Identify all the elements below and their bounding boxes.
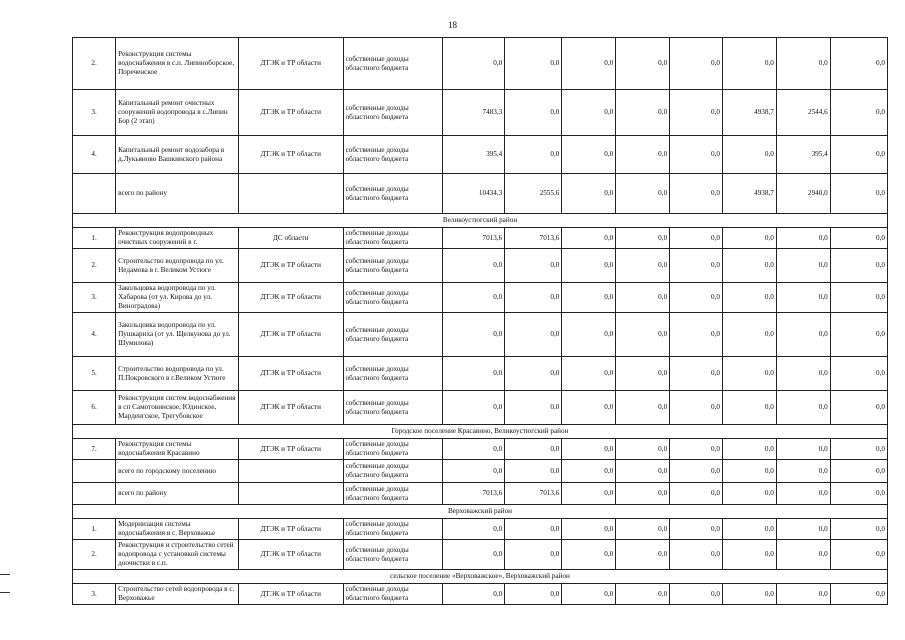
executor: ДТЭК и ТР области bbox=[239, 357, 344, 391]
amount-cell: 0,0 bbox=[776, 584, 830, 605]
row-number: 2. bbox=[73, 38, 116, 90]
table-row bbox=[73, 357, 888, 391]
amount-cell: 0,0 bbox=[830, 540, 887, 570]
amount-cell: 395,4 bbox=[442, 136, 505, 174]
project-name: всего по городскому поселению bbox=[116, 460, 239, 483]
amount-cell: 0,0 bbox=[670, 38, 723, 90]
amount-cell: 0,0 bbox=[442, 38, 505, 90]
amount-cell: 0,0 bbox=[670, 460, 723, 483]
amount-cell: 0,0 bbox=[562, 357, 616, 391]
amount-cell: 0,0 bbox=[505, 460, 562, 483]
amount-cell: 0,0 bbox=[562, 136, 616, 174]
amount-cell: 7013,6 bbox=[505, 228, 562, 249]
amount-cell: 0,0 bbox=[505, 584, 562, 605]
amount-cell: 0,0 bbox=[442, 283, 505, 313]
amount-cell: 0,0 bbox=[722, 483, 776, 505]
amount-cell: 0,0 bbox=[505, 540, 562, 570]
funding-source: собственные доходы областного бюджета bbox=[343, 357, 442, 391]
amount-cell: 7013,6 bbox=[442, 228, 505, 249]
total-row bbox=[73, 483, 888, 505]
amount-cell: 0,0 bbox=[616, 357, 670, 391]
row-number: 3. bbox=[73, 283, 116, 313]
amount-cell: 0,0 bbox=[830, 38, 887, 90]
row-number: 1. bbox=[73, 519, 116, 540]
funding-source: собственные доходы областного бюджета bbox=[343, 90, 442, 136]
funding-source: собственные доходы областного бюджета bbox=[343, 584, 442, 605]
amount-cell: 2544,6 bbox=[776, 90, 830, 136]
amount-cell: 0,0 bbox=[830, 584, 887, 605]
section-title: сельское поселение «Верховажское», Верховажский район bbox=[73, 570, 888, 584]
amount-cell: 0,0 bbox=[616, 391, 670, 425]
amount-cell: 0,0 bbox=[670, 540, 723, 570]
margin-mark bbox=[0, 592, 10, 593]
amount-cell: 0,0 bbox=[616, 249, 670, 283]
executor: ДТЭК и ТР области bbox=[239, 519, 344, 540]
row-number: 4. bbox=[73, 313, 116, 357]
amount-cell: 0,0 bbox=[776, 519, 830, 540]
amount-cell: 0,0 bbox=[670, 391, 723, 425]
amount-cell: 0,0 bbox=[722, 540, 776, 570]
project-name: Реконструкция системы водоснабжения в с.п. Липиноборское, Пореченское bbox=[116, 38, 239, 90]
section-row bbox=[73, 570, 888, 584]
section-row bbox=[73, 505, 888, 519]
amount-cell: 0,0 bbox=[616, 540, 670, 570]
amount-cell: 0,0 bbox=[830, 313, 887, 357]
executor: ДТЭК и ТР области bbox=[239, 313, 344, 357]
amount-cell: 0,0 bbox=[722, 136, 776, 174]
executor: ДТЭК и ТР области bbox=[239, 38, 344, 90]
amount-cell: 0,0 bbox=[442, 460, 505, 483]
amount-cell: 0,0 bbox=[670, 313, 723, 357]
executor: ДТЭК и ТР области bbox=[239, 90, 344, 136]
project-name: Капитальный ремонт водозабора в д.Лукьяново Вашкинского района bbox=[116, 136, 239, 174]
amount-cell: 0,0 bbox=[776, 540, 830, 570]
total-row bbox=[73, 460, 888, 483]
project-name: Строительство сетей водопровода в с. Верховажье bbox=[116, 584, 239, 605]
amount-cell: 0,0 bbox=[722, 283, 776, 313]
project-name: Закольцовка водопровода по ул. Пушкариха (от ул. Щелкунова до ул. Шумилова) bbox=[116, 313, 239, 357]
table-row bbox=[73, 283, 888, 313]
amount-cell: 0,0 bbox=[442, 584, 505, 605]
amount-cell: 0,0 bbox=[562, 249, 616, 283]
amount-cell: 0,0 bbox=[670, 136, 723, 174]
amount-cell: 0,0 bbox=[505, 38, 562, 90]
amount-cell: 0,0 bbox=[562, 174, 616, 214]
row-number: 2. bbox=[73, 249, 116, 283]
amount-cell: 0,0 bbox=[442, 391, 505, 425]
table-row bbox=[73, 584, 888, 605]
table-row bbox=[73, 540, 888, 570]
funding-source: собственные доходы областного бюджета bbox=[343, 439, 442, 460]
amount-cell: 0,0 bbox=[776, 38, 830, 90]
amount-cell: 0,0 bbox=[830, 249, 887, 283]
funding-source: собственные доходы областного бюджета bbox=[343, 136, 442, 174]
executor bbox=[239, 174, 344, 214]
amount-cell: 0,0 bbox=[722, 391, 776, 425]
amount-cell: 0,0 bbox=[562, 584, 616, 605]
amount-cell: 0,0 bbox=[442, 357, 505, 391]
funding-source: собственные доходы областного бюджета bbox=[343, 228, 442, 249]
amount-cell: 0,0 bbox=[670, 483, 723, 505]
executor: ДТЭК и ТР области bbox=[239, 584, 344, 605]
table-row bbox=[73, 391, 888, 425]
amount-cell: 4938,7 bbox=[722, 90, 776, 136]
funding-source: собственные доходы областного бюджета bbox=[343, 460, 442, 483]
executor bbox=[239, 460, 344, 483]
project-name: Закольцовка водопровода по ул. Хабарова (от ул. Кирова до ул. Виноградова) bbox=[116, 283, 239, 313]
amount-cell: 0,0 bbox=[830, 460, 887, 483]
amount-cell: 0,0 bbox=[505, 283, 562, 313]
amount-cell: 0,0 bbox=[670, 519, 723, 540]
amount-cell: 2555,6 bbox=[505, 174, 562, 214]
margin-mark bbox=[0, 574, 10, 575]
amount-cell: 0,0 bbox=[505, 136, 562, 174]
amount-cell: 0,0 bbox=[562, 313, 616, 357]
amount-cell: 0,0 bbox=[722, 38, 776, 90]
amount-cell: 0,0 bbox=[670, 283, 723, 313]
amount-cell: 0,0 bbox=[830, 391, 887, 425]
amount-cell: 0,0 bbox=[442, 519, 505, 540]
amount-cell: 0,0 bbox=[670, 439, 723, 460]
row-number bbox=[73, 483, 116, 505]
amount-cell: 0,0 bbox=[562, 519, 616, 540]
executor: ДТЭК и ТР области bbox=[239, 540, 344, 570]
project-name: всего по району bbox=[116, 483, 239, 505]
project-name: всего по району bbox=[116, 174, 239, 214]
amount-cell: 0,0 bbox=[616, 439, 670, 460]
row-number: 2. bbox=[73, 540, 116, 570]
amount-cell: 0,0 bbox=[670, 90, 723, 136]
funding-source: собственные доходы областного бюджета bbox=[343, 249, 442, 283]
amount-cell: 0,0 bbox=[722, 228, 776, 249]
amount-cell: 0,0 bbox=[722, 439, 776, 460]
amount-cell: 0,0 bbox=[562, 483, 616, 505]
amount-cell: 0,0 bbox=[830, 90, 887, 136]
row-number bbox=[73, 460, 116, 483]
amount-cell: 0,0 bbox=[830, 519, 887, 540]
amount-cell: 0,0 bbox=[562, 283, 616, 313]
amount-cell: 0,0 bbox=[616, 313, 670, 357]
table-row bbox=[73, 249, 888, 283]
section-row bbox=[73, 425, 888, 439]
funding-source: собственные доходы областного бюджета bbox=[343, 391, 442, 425]
amount-cell: 0,0 bbox=[616, 283, 670, 313]
amount-cell: 0,0 bbox=[776, 357, 830, 391]
amount-cell: 0,0 bbox=[562, 38, 616, 90]
row-number: 5. bbox=[73, 357, 116, 391]
funding-source: собственные доходы областного бюджета bbox=[343, 519, 442, 540]
row-number bbox=[73, 174, 116, 214]
section-row bbox=[73, 214, 888, 228]
amount-cell: 0,0 bbox=[442, 439, 505, 460]
table-row bbox=[73, 38, 888, 90]
table-row bbox=[73, 313, 888, 357]
amount-cell: 0,0 bbox=[776, 283, 830, 313]
amount-cell: 0,0 bbox=[562, 228, 616, 249]
table-row bbox=[73, 228, 888, 249]
amount-cell: 0,0 bbox=[616, 483, 670, 505]
row-number: 1. bbox=[73, 228, 116, 249]
amount-cell: 0,0 bbox=[616, 174, 670, 214]
amount-cell: 0,0 bbox=[616, 136, 670, 174]
amount-cell: 0,0 bbox=[670, 584, 723, 605]
amount-cell: 0,0 bbox=[722, 460, 776, 483]
table-row bbox=[73, 90, 888, 136]
amount-cell: 0,0 bbox=[505, 90, 562, 136]
amount-cell: 0,0 bbox=[562, 540, 616, 570]
amount-cell: 0,0 bbox=[722, 313, 776, 357]
amount-cell: 0,0 bbox=[776, 460, 830, 483]
amount-cell: 0,0 bbox=[505, 313, 562, 357]
amount-cell: 0,0 bbox=[616, 38, 670, 90]
amount-cell: 0,0 bbox=[776, 313, 830, 357]
amount-cell: 0,0 bbox=[562, 460, 616, 483]
amount-cell: 0,0 bbox=[776, 228, 830, 249]
row-number: 7. bbox=[73, 439, 116, 460]
amount-cell: 0,0 bbox=[670, 357, 723, 391]
amount-cell: 0,0 bbox=[442, 249, 505, 283]
amount-cell: 10434,3 bbox=[442, 174, 505, 214]
amount-cell: 7013,6 bbox=[442, 483, 505, 505]
table-row bbox=[73, 439, 888, 460]
funding-source: собственные доходы областного бюджета bbox=[343, 483, 442, 505]
executor: ДТЭК и ТР области bbox=[239, 136, 344, 174]
project-name: Реконструкция систем водоснабжения в сп Самотовинское, Юдинское, Марденгское, Трегубовское bbox=[116, 391, 239, 425]
amount-cell: 0,0 bbox=[722, 357, 776, 391]
executor: ДТЭК и ТР области bbox=[239, 249, 344, 283]
amount-cell: 0,0 bbox=[722, 584, 776, 605]
amount-cell: 0,0 bbox=[562, 439, 616, 460]
executor: ДТЭК и ТР области bbox=[239, 283, 344, 313]
amount-cell: 0,0 bbox=[505, 249, 562, 283]
budget-table bbox=[72, 37, 888, 605]
amount-cell: 0,0 bbox=[722, 249, 776, 283]
amount-cell: 0,0 bbox=[505, 439, 562, 460]
project-name: Строительство водопровода по ул. П.Покровского в г.Великом Устюге bbox=[116, 357, 239, 391]
section-title: Городское поселение Красавино, Великоустюгский район bbox=[73, 425, 888, 439]
amount-cell: 0,0 bbox=[722, 519, 776, 540]
project-name: Реконструкция водопроводных очистных сооружений в г. bbox=[116, 228, 239, 249]
amount-cell: 0,0 bbox=[616, 90, 670, 136]
funding-source: собственные доходы областного бюджета bbox=[343, 174, 442, 214]
funding-source: собственные доходы областного бюджета bbox=[343, 540, 442, 570]
project-name: Капитальный ремонт очистных сооружений водопровода в с.Липин Бор (2 этап) bbox=[116, 90, 239, 136]
amount-cell: 0,0 bbox=[776, 391, 830, 425]
amount-cell: 7013,6 bbox=[505, 483, 562, 505]
amount-cell: 0,0 bbox=[776, 439, 830, 460]
amount-cell: 0,0 bbox=[830, 136, 887, 174]
row-number: 3. bbox=[73, 584, 116, 605]
funding-source: собственные доходы областного бюджета bbox=[343, 313, 442, 357]
amount-cell: 0,0 bbox=[616, 584, 670, 605]
amount-cell: 0,0 bbox=[505, 519, 562, 540]
amount-cell: 0,0 bbox=[505, 391, 562, 425]
amount-cell: 0,0 bbox=[562, 90, 616, 136]
amount-cell: 0,0 bbox=[616, 460, 670, 483]
total-row bbox=[73, 174, 888, 214]
amount-cell: 0,0 bbox=[670, 174, 723, 214]
amount-cell: 0,0 bbox=[776, 249, 830, 283]
funding-source: собственные доходы областного бюджета bbox=[343, 283, 442, 313]
amount-cell: 0,0 bbox=[776, 483, 830, 505]
project-name: Реконструкция системы водоснабжения Красавино bbox=[116, 439, 239, 460]
executor: ДТЭК и ТР области bbox=[239, 391, 344, 425]
amount-cell: 0,0 bbox=[830, 357, 887, 391]
amount-cell: 0,0 bbox=[830, 174, 887, 214]
row-number: 3. bbox=[73, 90, 116, 136]
row-number: 6. bbox=[73, 391, 116, 425]
amount-cell: 7483,3 bbox=[442, 90, 505, 136]
executor bbox=[239, 483, 344, 505]
page-number: 18 bbox=[448, 20, 457, 30]
amount-cell: 395,4 bbox=[776, 136, 830, 174]
amount-cell: 0,0 bbox=[830, 283, 887, 313]
amount-cell: 0,0 bbox=[830, 228, 887, 249]
amount-cell: 0,0 bbox=[830, 439, 887, 460]
table-row bbox=[73, 136, 888, 174]
funding-source: собственные доходы областного бюджета bbox=[343, 38, 442, 90]
row-number: 4. bbox=[73, 136, 116, 174]
amount-cell: 0,0 bbox=[442, 313, 505, 357]
project-name: Строительство водопровода по ул. Недамова в г. Великом Устюге bbox=[116, 249, 239, 283]
table-body bbox=[73, 38, 888, 605]
amount-cell: 0,0 bbox=[616, 519, 670, 540]
table-row bbox=[73, 519, 888, 540]
amount-cell: 0,0 bbox=[830, 483, 887, 505]
amount-cell: 0,0 bbox=[562, 391, 616, 425]
section-title: Великоустюгский район bbox=[73, 214, 888, 228]
project-name: Модернизация системы водоснабжения в с. Верховажье bbox=[116, 519, 239, 540]
amount-cell: 0,0 bbox=[670, 249, 723, 283]
amount-cell: 0,0 bbox=[616, 228, 670, 249]
amount-cell: 4938,7 bbox=[722, 174, 776, 214]
project-name: Реконструкция и строительство сетей водопровода с установкой системы доочистки в с.п. bbox=[116, 540, 239, 570]
amount-cell: 0,0 bbox=[442, 540, 505, 570]
executor: ДТЭК и ТР области bbox=[239, 439, 344, 460]
amount-cell: 0,0 bbox=[505, 357, 562, 391]
section-title: Верховажский район bbox=[73, 505, 888, 519]
amount-cell: 2940,0 bbox=[776, 174, 830, 214]
executor: ДС области bbox=[239, 228, 344, 249]
amount-cell: 0,0 bbox=[670, 228, 723, 249]
